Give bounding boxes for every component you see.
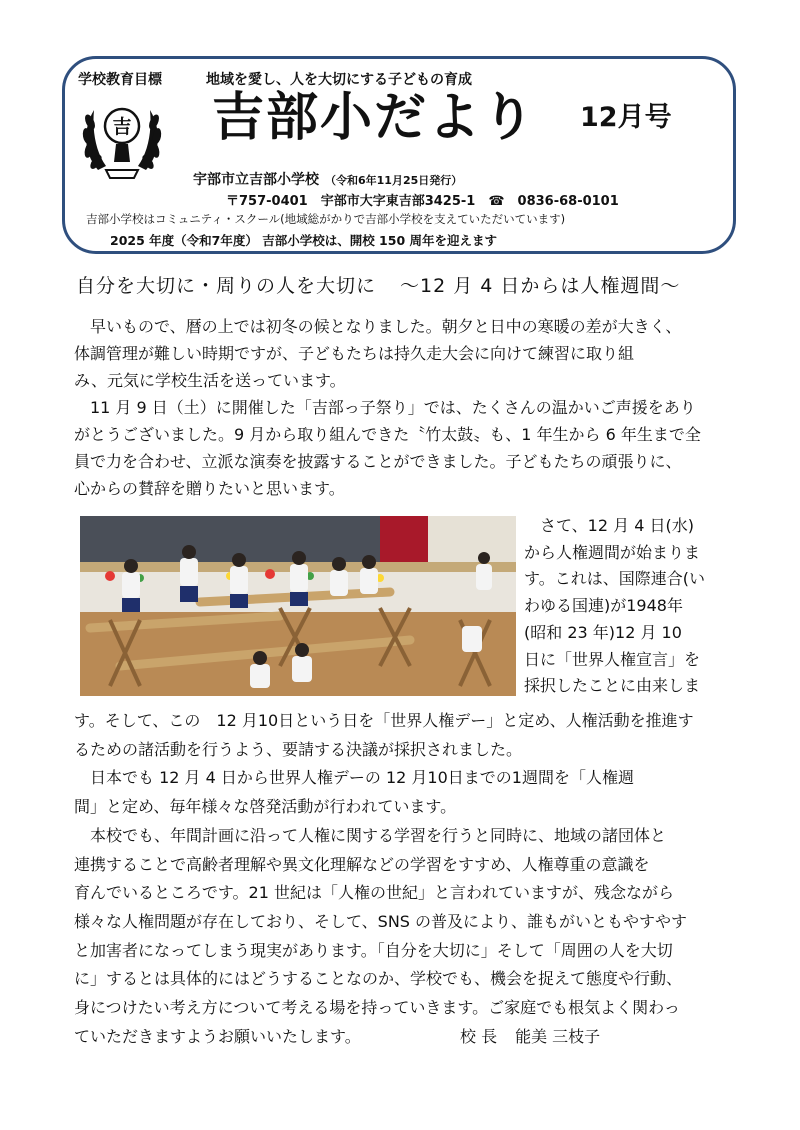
closing-text: ていただきますようお願いいたします。 [74, 1027, 361, 1046]
article-line: (昭和 23 年)12 月 10 [524, 622, 682, 642]
article-line: 11 月 9 日（土）に開催した「吉部っ子祭り」では、たくさんの温かいご声援をあり [74, 398, 696, 417]
article-line: 連携することで高齢者理解や異文化理解などの学習をすすめ、人権尊重の意識を [74, 854, 650, 874]
school-name-line [193, 169, 462, 189]
closing-line [74, 1023, 601, 1050]
anniversary-note: 2025 年度（令和7年度） 吉部小学校は、開校 150 周年を迎えます [110, 233, 497, 248]
newsletter-title: 吉部小だより [212, 88, 537, 148]
issue-label: 12月号 [580, 102, 672, 133]
motto-label: 学校教育目標 [78, 72, 162, 88]
article-line: 育んでいるところです。21 世紀は「人権の世紀」と言われていますが、残念ながら [74, 883, 675, 903]
article-line: わゆる国連)が1948年 [524, 596, 683, 616]
article-line: と加害者になってしまう現実があります。「自分を大切に」そして「周囲の人を大切 [74, 940, 673, 960]
article-line: 身につけたい考え方について考える場を持っていきます。ご家庭でも根気よく関わっ [74, 998, 680, 1017]
bamboo-drum-photo [80, 516, 516, 696]
issue-date: （令和6年11月25日発行） [325, 174, 463, 187]
headline-sub: ～12 月 4 日からは人権週間～ [400, 275, 681, 297]
article-line: 採択したことに由来しま [524, 676, 701, 696]
headline-main: 自分を大切に・周りの人を大切に [76, 275, 377, 297]
principal-title: 校 長 [460, 1027, 498, 1046]
article-line: がとうございました。9 月から取り組んできた〝竹太鼓〟も、1 年生から 6 年生まで全 [74, 425, 701, 444]
article-line: 様々な人権問題が存在しており、そして、SNS の普及により、誰もがいともやすやす [74, 911, 688, 931]
article-line: に」するとは具体的にはどうすることなのか、学校でも、機会を捉えて態度や行動、 [74, 969, 683, 989]
principal-name: 能美 三枝子 [515, 1027, 601, 1046]
article-line: み、元気に学校生活を送っています。 [74, 371, 346, 390]
article-line: るための諸活動を行うよう、要請する決議が採択されました。 [74, 739, 523, 759]
article-line: 心からの賛辞を贈りたいと思います。 [74, 479, 345, 498]
article-line: 早いもので、暦の上では初冬の候となりました。朝夕と日中の寒暖の差が大きく、 [74, 317, 682, 336]
article-line: 日本でも 12 月 4 日から世界人権デーの 12 月10日までの1週間を「人権週 [74, 768, 634, 788]
article-line: 間」と定め、毎年様々な啓発活動が行われています。 [74, 797, 457, 817]
article-line: 員で力を合わせ、立派な演奏を披露することができました。子どもたちの頑張りに、 [74, 452, 682, 471]
article-line: 日に「世界人権宣言」を [524, 649, 701, 669]
article-line: から人権週間が始まりま [524, 542, 701, 562]
school-name: 宇部市立吉部小学校 [193, 172, 319, 188]
motto-text: 地域を愛し、人を大切にする子どもの育成 [206, 72, 472, 88]
community-school-note: 吉部小学校はコミュニティ・スクール(地域総がかりで吉部小学校を支えていただいています) [86, 212, 566, 226]
emblem-char: 吉 [112, 116, 132, 138]
article-headline [76, 271, 680, 298]
article-line: さて、12 月 4 日(水) [524, 516, 694, 535]
school-emblem [76, 92, 168, 184]
principal-signature [460, 1023, 600, 1050]
article-line: す。これは、国際連合(い [524, 569, 705, 589]
article-line: 体調管理が難しい時期ですが、子どもたちは持久走大会に向けて練習に取り組 [74, 344, 635, 363]
article-line: 本校でも、年間計画に沿って人権に関する学習を行うと同時に、地域の諸団体と [74, 825, 667, 845]
school-address: 〒757-0401 宇部市大字東吉部3425-1 ☎ 0836-68-0101 [226, 194, 619, 209]
article-line: す。そして、この 12 月10日という日を「世界人権デー」と定め、人権活動を推進す [74, 711, 694, 730]
